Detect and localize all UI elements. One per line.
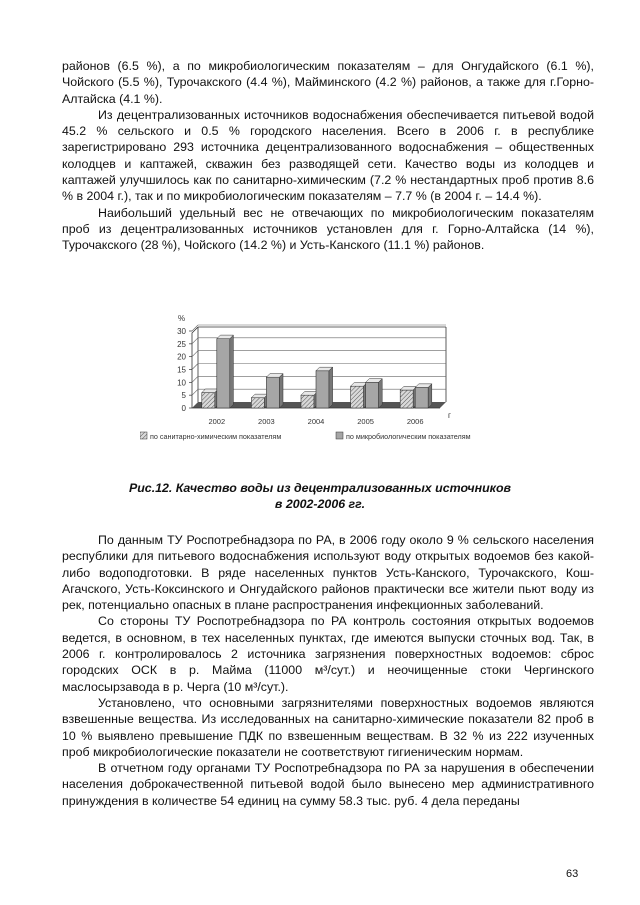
bar-micro	[415, 387, 428, 408]
caption-line-1: Рис.12. Качество воды из децентрализованных источников	[128, 481, 512, 495]
x-tick-label: 2004	[307, 417, 325, 426]
bar-sanchem	[251, 398, 264, 408]
y-tick-label: 30	[177, 327, 186, 336]
x-tick-label: 2003	[258, 417, 275, 426]
legend-swatch	[336, 432, 343, 439]
bar-side	[379, 379, 383, 408]
bar-sanchem	[400, 390, 413, 408]
y-tick-label: 25	[177, 339, 186, 349]
paragraph: По данным ТУ Роспотребнадзора по РА, в 2006 году около 9 % сельского населения республики для питьевого водоснабжения используют воду открытых водоемов без какой-либо водоподготовки. В ряде населенных пунктов Усть-Канского, Турочакского, Кош-Агачского, Усть-Коксинского и Онгудайского районов практически все жители пьют воду из рек, потенциально опасных в плане распространения инфекционных заболеваний.	[62, 533, 594, 613]
bar-side	[329, 367, 333, 408]
gridline-diag	[192, 389, 198, 395]
paragraph: Наибольший удельный вес не отвечающих по микробиологическим показателям проб из децентрализованных источников установлен для г. Горно-Алтайска (14 %), Турочакского (28 %), Чойского (14.2 %) и Усть-Канского (11.1 %) районов.	[62, 205, 594, 253]
paragraph: В отчетном году органами ТУ Роспотребнадзора по РА за нарушения в обеспечении населения доброкачественной питьевой водой было вынесено мер административного принуждения в количестве 54 единиц на сумму 58.3 тыс. руб. 4 дела переданы	[62, 761, 594, 808]
paragraph: Из децентрализованных источников водоснабжения обеспечивается питьевой водой 45.2 % сельского и 0.5 % городского населения. Всего в 2006 г. в республике зарегистрировано 293 источника децентрализованного водоснабжения – общественных колодцев и каптажей, скважин без разводящей сети. Качество воды из колодцев и каптажей улучшилось как по санитарно-химическим (7.2 % нестандартных проб против 8.6 % в 2004 г.), так и по микробиологическим показателям – 7.7 % (в 2004 г. – 14.4 %).	[62, 107, 594, 204]
legend-label: по санитарно-химическим показателям	[150, 432, 282, 441]
bar-micro	[366, 382, 379, 408]
bar-chart	[140, 305, 480, 450]
y-tick-label: 20	[177, 352, 186, 362]
bar-sanchem	[351, 386, 364, 408]
paragraph: районов (6.5 %), а по микробиологическим показателям – для Онгудайского (6.1 %), Чойского (5.5 %), Турочакского (4.4 %), Майминского (4.2 %) районов, а также для г.Горно-Алтайска (4.1 %).	[62, 59, 594, 106]
y-axis-label: %	[178, 314, 186, 323]
bar-side	[230, 335, 234, 408]
bottom-text	[62, 532, 594, 809]
bar-sanchem	[301, 395, 314, 408]
gridline-diag	[192, 351, 198, 357]
paragraph: Со стороны ТУ Роспотребнадзора по РА контроль состояния открытых водоемов ведется, в основном, в тех населенных пунктах, где имеются выпуски сточных вод. Так, в 2006 г. контролировалось 2 источника загрязнения поверхностных водоемов: сброс городских ОСК в р. Майма (11000 м³/сут.) и неочищенные стоки Чергинского маслосырзавода в р. Черга (10 м³/сут.).	[62, 614, 594, 694]
legend-label: по микробиологическим показателям	[346, 432, 471, 441]
legend-swatch	[140, 432, 147, 439]
x-axis-label: г	[448, 411, 451, 420]
bar-side	[428, 384, 432, 408]
x-tick-label: 2006	[406, 417, 424, 426]
x-tick-label: 2002	[208, 417, 226, 426]
bar-micro	[266, 377, 279, 408]
gridline-diag	[192, 376, 198, 382]
x-tick-label: 2005	[357, 417, 374, 426]
y-tick-label: 10	[177, 378, 186, 388]
chart-svg	[140, 305, 480, 450]
bar-micro	[217, 339, 230, 408]
y-tick-label: 15	[177, 365, 186, 375]
gridline-diag	[192, 338, 198, 344]
top-text	[62, 58, 594, 254]
bar-side	[279, 374, 283, 408]
paragraph: Установлено, что основными загрязнителями поверхностных водоемов являются взвешенные вещества. Из исследованных на санитарно-химические показатели 82 проб в 10 % выявлено превышение ПДК по взвешенным веществам. В 32 % из 222 изученных проб микробиологические показатели не соответствуют гигиеническим нормам.	[62, 695, 594, 759]
bar-sanchem	[202, 393, 215, 408]
y-tick-label: 5	[181, 391, 186, 401]
figure-caption	[100, 480, 540, 512]
gridline-diag	[192, 364, 198, 370]
y-tick-label: 0	[181, 404, 186, 413]
page-number: 63	[566, 868, 579, 880]
bar-micro	[316, 371, 329, 408]
caption-line-2: в 2002-2006 гг.	[274, 497, 366, 511]
